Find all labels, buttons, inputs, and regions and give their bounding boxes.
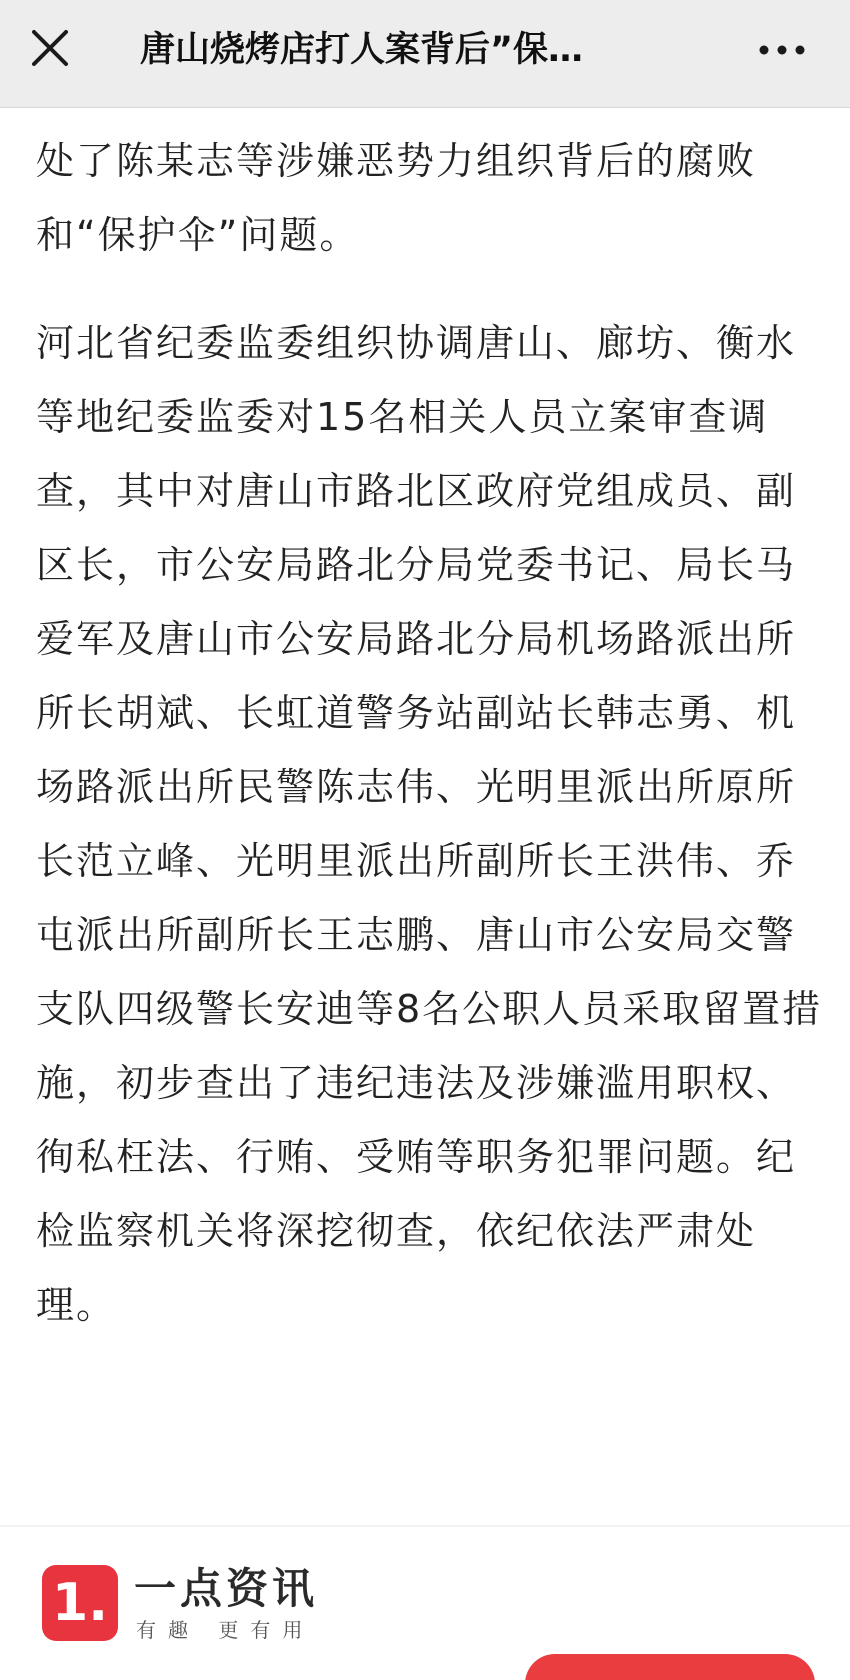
yidian-logo-icon — [42, 1565, 118, 1641]
top-nav-bar — [0, 0, 850, 108]
footer-divider — [0, 1525, 850, 1527]
more-options-button[interactable] — [754, 30, 810, 70]
logo-glyph: 1. — [52, 1573, 108, 1633]
brand-slogan: 有趣 更有用 — [136, 1618, 315, 1642]
article-paragraph: 河北省纪委监委组织协调唐山、廊坊、衡水等地纪委监委对15名相关人员立案审查调查，其中对唐山市路北区政府党组成员、副区长，市公安局路北分局党委书记、局长马爱军及唐山市公安局路北分局机场路派出所所长胡斌、长虹道警务站副站长韩志勇、机场路派出所民警陈志伟、光明里派出所原所长范立峰、光明里派出所副所长王洪伟、乔屯派出所副所长王志鹏、唐山市公安局交警支队四级警长安迪等8名公职人员采取留置措施，初步查出了违纪违法及涉嫌滥用职权、徇私枉法、行贿、受贿等职务犯罪问题。纪检监察机关将深挖彻查，依纪依法严肃处理。 — [36, 321, 823, 1327]
brand-footer — [42, 1565, 442, 1645]
brand-name: 一点资讯 — [134, 1564, 319, 1613]
close-button[interactable] — [28, 26, 72, 70]
close-icon — [28, 26, 72, 70]
page-title: 唐山烧烤店打人案背后”保… — [140, 30, 584, 70]
more-horizontal-icon — [754, 30, 810, 70]
article-body — [36, 124, 826, 1342]
open-app-button[interactable] — [525, 1654, 815, 1680]
article-paragraph: 处了陈某志等涉嫌恶势力组织背后的腐败和“保护伞”问题。 — [36, 139, 757, 257]
